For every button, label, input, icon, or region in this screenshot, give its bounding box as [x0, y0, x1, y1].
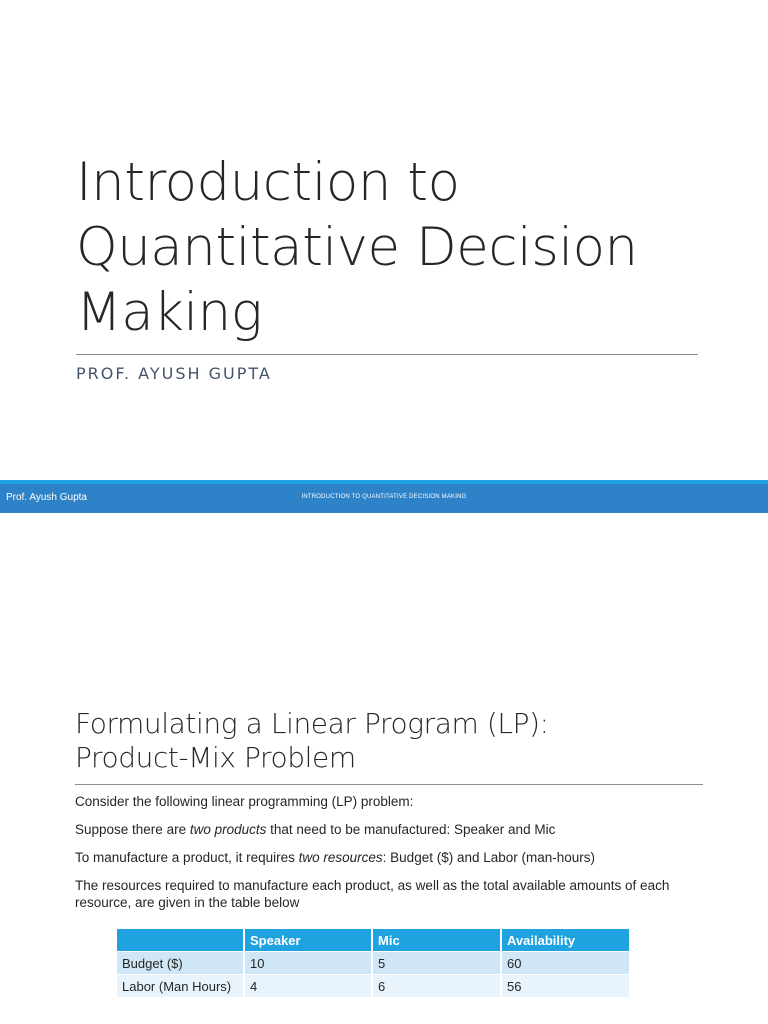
body-paragraph	[75, 877, 705, 911]
table-cell: Budget ($)	[117, 952, 244, 975]
table-cell: 5	[372, 952, 501, 975]
slide-title	[76, 150, 716, 345]
footer-author: Prof. Ayush Gupta	[6, 492, 87, 503]
table-row	[117, 975, 629, 998]
footer-course-title: INTRODUCTION TO QUANTITATIVE DECISION MAKING	[301, 494, 467, 500]
paragraph-text: that need to be manufactured: Speaker and Mic	[266, 822, 556, 837]
table-header-cell: Availability	[501, 929, 629, 952]
title-divider	[76, 354, 698, 355]
body-paragraph	[75, 821, 705, 838]
table-header-cell	[117, 929, 244, 952]
content-body	[75, 793, 705, 922]
paragraph-text: To manufacture a product, it requires	[75, 850, 299, 865]
paragraph-text: Consider the following linear programming (LP) problem:	[75, 794, 414, 809]
resource-table	[117, 929, 629, 997]
content-slide-title	[75, 707, 715, 775]
emphasis-text: two resources	[298, 850, 383, 865]
table-cell: Labor (Man Hours)	[117, 975, 244, 998]
body-paragraph	[75, 793, 705, 810]
content-slide	[0, 513, 768, 1024]
table-cell: 10	[244, 952, 372, 975]
emphasis-text: two products	[189, 822, 267, 837]
slide-subtitle: PROF. AYUSH GUPTA	[76, 364, 272, 383]
content-title-line: Formulating a Linear Program (LP):	[75, 707, 549, 740]
content-title-line: Product-Mix Problem	[75, 741, 356, 774]
table-cell: 4	[244, 975, 372, 998]
title-slide	[0, 0, 768, 480]
content-title-divider	[75, 784, 703, 785]
table-cell: 56	[501, 975, 629, 998]
table-header-cell: Speaker	[244, 929, 372, 952]
paragraph-text: : Budget ($) and Labor (man-hours)	[382, 850, 596, 865]
table-header-cell: Mic	[372, 929, 501, 952]
body-paragraph	[75, 849, 705, 866]
paragraph-text: The resources required to manufacture each product, as well as the total available amounts of each resource, are given in the table below	[75, 878, 670, 910]
table-header-row	[117, 929, 629, 952]
table-cell: 6	[372, 975, 501, 998]
slide-title-line: Making	[76, 282, 263, 343]
slide-title-line: Introduction to	[76, 152, 460, 213]
slide-footer	[0, 480, 768, 513]
table-cell: 60	[501, 952, 629, 975]
paragraph-text: Suppose there are	[75, 822, 190, 837]
table-row	[117, 952, 629, 975]
slide-title-line: Quantitative Decision	[76, 217, 638, 278]
